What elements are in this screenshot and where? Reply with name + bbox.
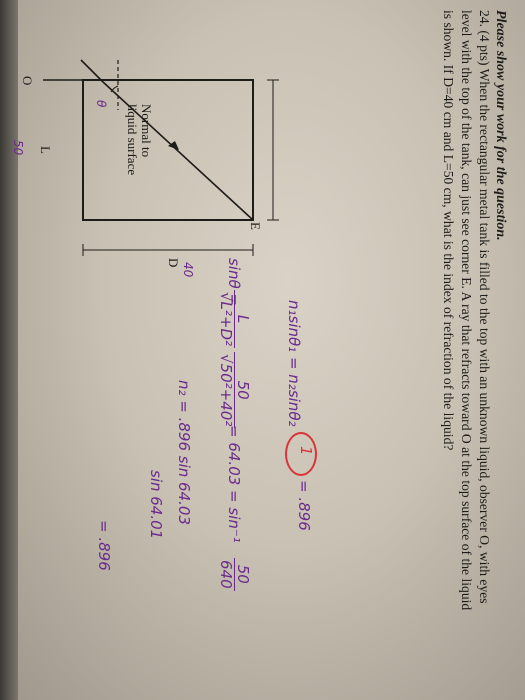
- length-label: L: [37, 146, 53, 154]
- value-896: = .896: [294, 480, 313, 531]
- question-line: level with the top of the tank, can just see corner E. A ray that refracts toward O at the top surface of the liquid: [458, 10, 474, 611]
- ray-in-air: [81, 60, 103, 82]
- final-result: = .896: [94, 520, 113, 571]
- theta-mark: θ: [93, 100, 108, 108]
- question-line: 24. (4 pts) When the rectangular metal tank is filled to the top with an unknown liquid, observer O, with eyes: [476, 10, 492, 604]
- sin-lhs: sinθ =: [224, 258, 243, 307]
- angle-result: = 64.03 = sin⁻¹: [224, 425, 243, 543]
- fraction-denominator: √L²+D²: [216, 292, 235, 347]
- fraction-inverse: [218, 558, 251, 591]
- fraction-numerator: L: [234, 290, 251, 348]
- fraction-denominator: √50²+40²: [216, 354, 235, 427]
- normal-label: [125, 104, 153, 175]
- circled-value: 1: [296, 446, 315, 456]
- depth-label: D: [165, 258, 181, 268]
- observer-label: O: [19, 76, 35, 86]
- fraction-values: [218, 352, 251, 428]
- n2-expression: n₂ = .896 sin 64.03: [174, 380, 193, 525]
- normal-label-line: liquid surface: [124, 104, 140, 176]
- instruction-text: Please show your work for the question.: [492, 10, 508, 241]
- fraction-denominator: 640: [216, 560, 235, 589]
- snell-law-note: n₁sinθ₁ = n₂sinθ₂: [284, 300, 303, 427]
- depth-value-note: 40: [180, 262, 195, 278]
- question-line: is shown. If D=40 cm and L=50 cm, what is the index of refraction of the liquid?: [440, 10, 456, 451]
- n2-denominator: sin 64.01: [146, 470, 165, 540]
- normal-label-line: Normal to: [138, 104, 154, 158]
- fraction-numerator: 50: [234, 352, 251, 428]
- fraction-numerator: 50: [234, 558, 251, 591]
- fraction-general: [218, 290, 251, 348]
- tank-outline: [83, 80, 253, 220]
- length-value-note: 50: [10, 140, 25, 156]
- corner-label: E: [247, 222, 263, 230]
